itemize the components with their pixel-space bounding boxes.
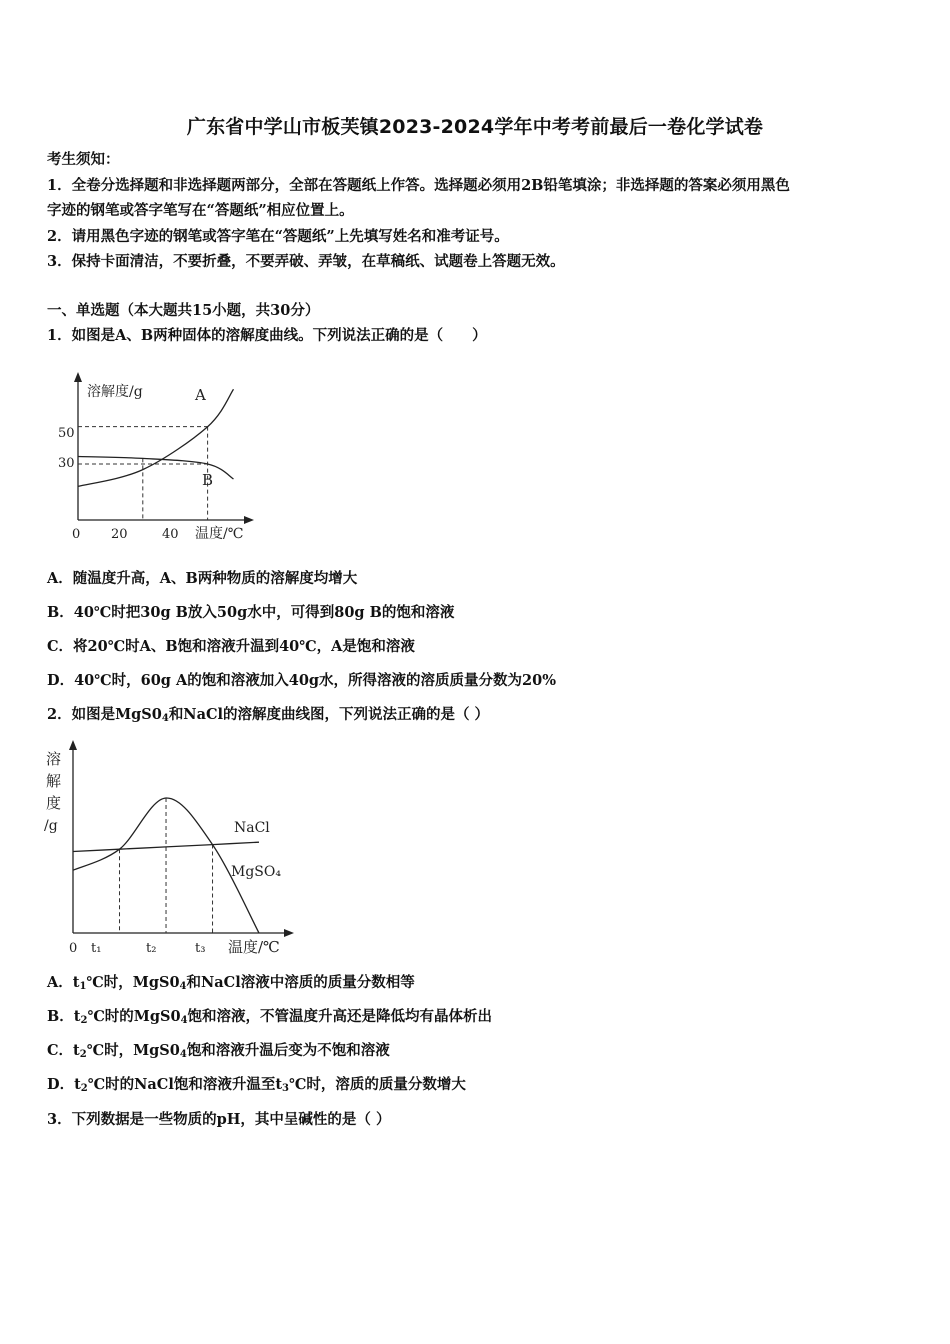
q2-x-label: 温度/℃ xyxy=(228,938,280,956)
q2-y-label-char-4: /g xyxy=(44,818,58,834)
q1-option-d: D．40℃时，60g A的饱和溶液加入40g水，所得溶液的溶质质量分数为20% xyxy=(47,672,557,689)
q1-option-c: C．将20℃时A、B饱和溶液升温到40℃，A是饱和溶液 xyxy=(47,638,415,655)
q1-y-tick-50: 50 xyxy=(58,426,75,441)
q2-option-b: B．$t_2℃$时的$MgS0_4$饱和溶液，不管温度升高还是降低均有晶体析出 xyxy=(47,1008,493,1026)
q1-x-tick-0: 0 xyxy=(72,527,81,542)
q1-y-label: 溶解度/g xyxy=(87,384,143,400)
q2-option-c: C．$t_2℃$时，$MgS0_4$饱和溶液升温后变为不饱和溶液 xyxy=(47,1042,390,1060)
q2-series-label-NaCl: NaCl xyxy=(234,820,270,836)
q1-series-label-B: B xyxy=(202,471,214,489)
q2-y-axis-arrow xyxy=(69,740,77,750)
q2-series-label-MgSO4: MgSO₄ xyxy=(231,864,281,880)
q1-x-axis-arrow xyxy=(244,516,254,524)
q2-x-tick-t1: t₁ xyxy=(91,941,102,956)
q1-solubility-chart xyxy=(55,370,270,550)
q1-y-axis-arrow xyxy=(74,372,82,382)
q1-stem: 1．如图是A、B两种固体的溶解度曲线。下列说法正确的是（ ） xyxy=(47,327,487,344)
notice-item-1: 1．全卷分选择题和非选择题两部分，全部在答题纸上作答。选择题必须用2B铅笔填涂；非选择题的答案必须用黑色 xyxy=(47,177,790,194)
section-heading: 一、单选题（本大题共15小题，共30分） xyxy=(47,302,320,319)
q2-x-tick-t2: t₂ xyxy=(146,941,157,956)
notice-item-3: 3．保持卡面清洁，不要折叠，不要弄破、弄皱，在草稿纸、试题卷上答题无效。 xyxy=(47,253,565,270)
q1-option-a: A．随温度升高，A、B两种物质的溶解度均增大 xyxy=(47,570,358,587)
q1-x-tick-20: 20 xyxy=(111,527,128,542)
q2-solubility-chart xyxy=(40,738,305,963)
q2-x-tick-t3: t₃ xyxy=(195,941,206,956)
q2-y-label-char-1: 溶 xyxy=(46,750,62,768)
q1-option-b: B．40℃时把30g B放入50g水中，可得到80g B的饱和溶液 xyxy=(47,604,455,621)
q2-y-label-char-2: 解 xyxy=(46,772,62,790)
q2-stem: 2．如图是$MgS0_4$和NaCl的溶解度曲线图，下列说法正确的是（ ） xyxy=(47,706,490,724)
notice-item-2: 2．请用黑色字迹的钢笔或答字笔在“答题纸”上先填写姓名和准考证号。 xyxy=(47,228,509,245)
notice-heading: 考生须知： xyxy=(47,151,120,168)
q2-y-label-char-3: 度 xyxy=(46,794,62,812)
q1-series-label-A: A xyxy=(195,386,206,404)
q3-stem: 3．下列数据是一些物质的pH，其中呈碱性的是（ ） xyxy=(47,1111,391,1128)
q1-y-tick-30: 30 xyxy=(58,456,75,471)
q1-x-tick-40: 40 xyxy=(162,527,179,542)
q1-x-label: 温度/℃ xyxy=(195,526,244,542)
q2-x-axis-arrow xyxy=(284,929,294,937)
notice-item-1-cont: 字迹的钢笔或答字笔写在“答题纸”相应位置上。 xyxy=(47,202,354,219)
q2-x-tick-0: 0 xyxy=(69,941,78,956)
page-title: 广东省中学山市板芙镇2023-2024学年中考考前最后一卷化学试卷 xyxy=(186,116,764,138)
q2-option-a: A．$t_1℃$时，$MgS0_4$和NaCl溶液中溶质的质量分数相等 xyxy=(47,974,415,992)
q2-option-d: D．$t_2℃$时的NaCl饱和溶液升温至$t_3℃$时，溶质的质量分数增大 xyxy=(47,1076,466,1094)
